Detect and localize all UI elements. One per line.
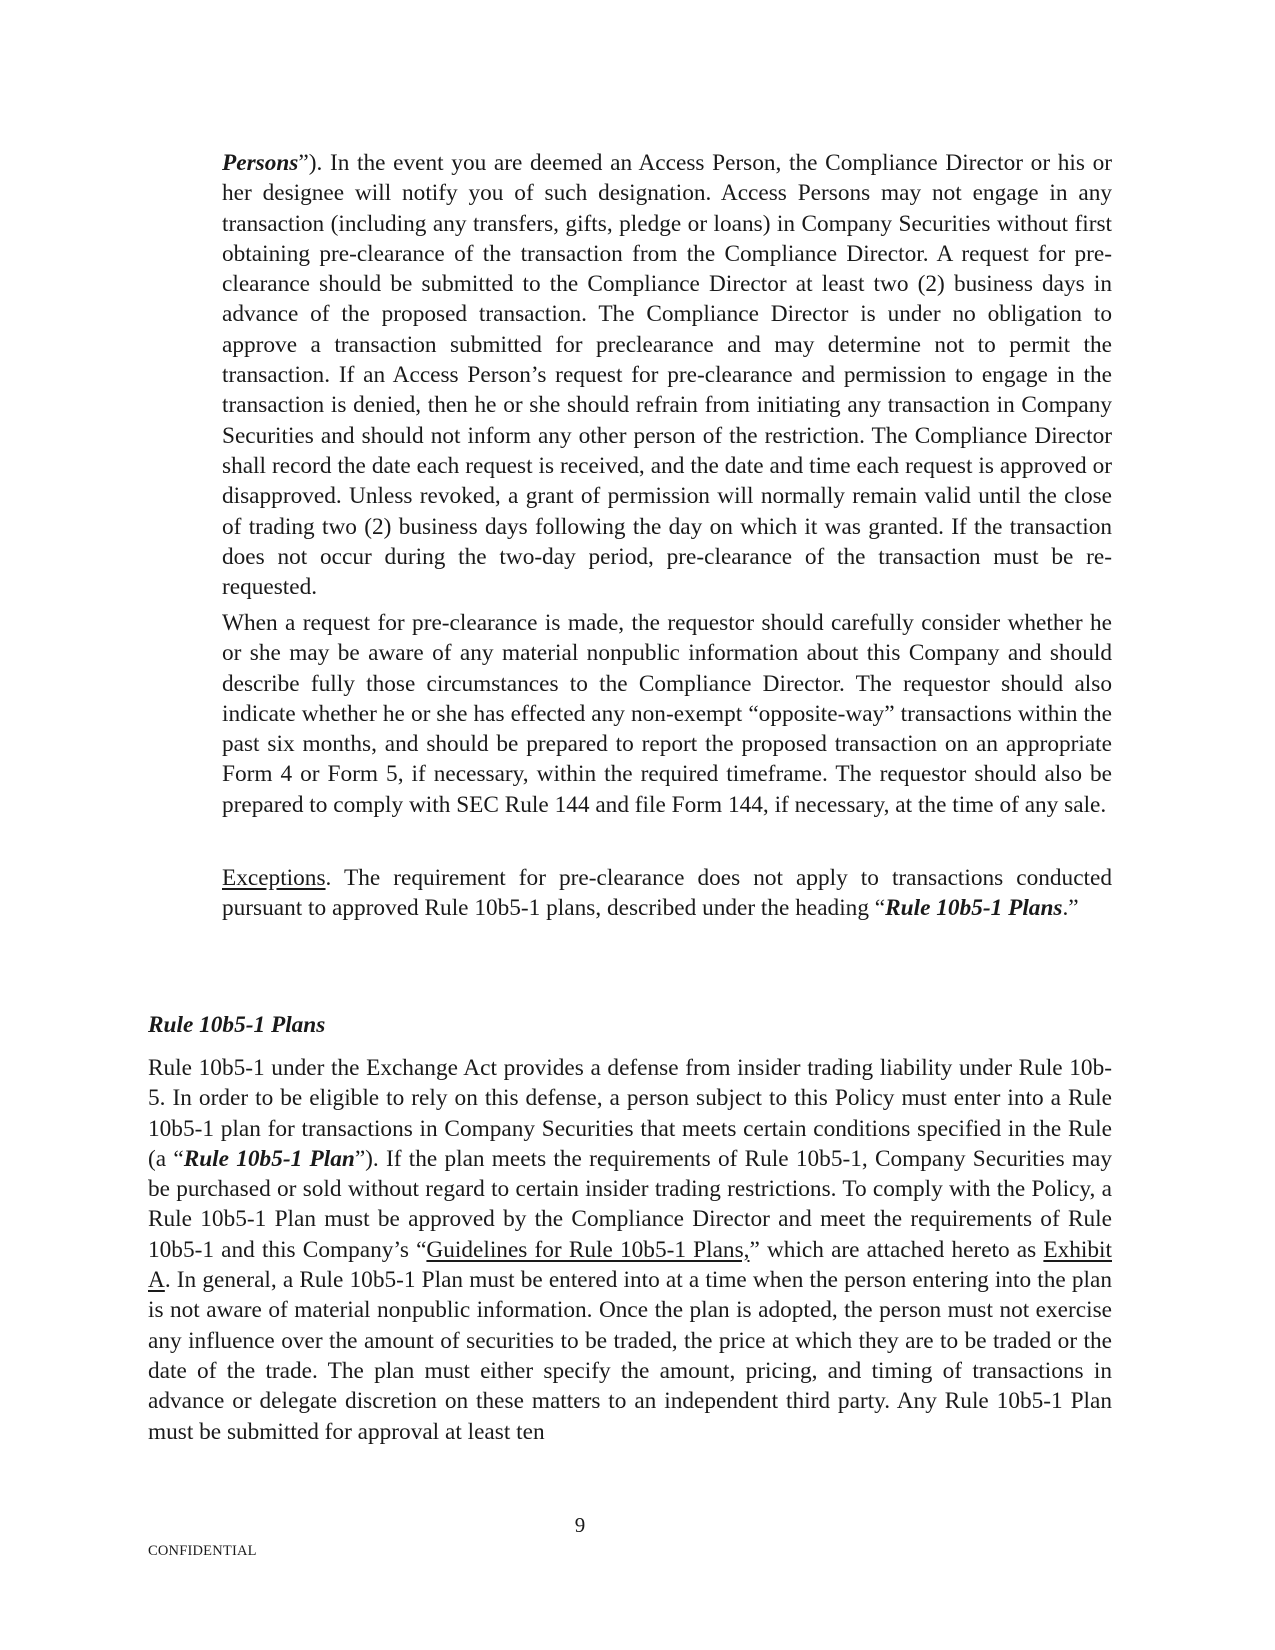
paragraph-text: ”). — [298, 150, 323, 176]
exhibit-a-link[interactable]: Exhibit A — [148, 1236, 1112, 1294]
paragraph-exceptions — [222, 863, 1112, 924]
paragraph-text: ” which are attached hereto as — [749, 1236, 1044, 1263]
paragraph-text: . The requirement for pre-clearance does not apply to transactions conducted pursuant to approved Rule 10b5-1 plans, described under the heading “ — [222, 865, 1112, 922]
paragraph-text: . In general, a Rule 10b5-1 Plan must be entered into at a time when the person entering into the plan is not aware of material nonpublic information. Once the plan is adopted, the person must not exercise any influence over the amount of securities to be traded, the price at which they are to be traded or the date of the trade. The plan must either specify the amount, pricing, and timing of transactions in advance or delegate discretion on these matters to an independent third party. Any Rule 10b5-1 Plan must be submitted for approval at least ten — [148, 1267, 1112, 1445]
paragraph-text: .” — [1062, 895, 1079, 922]
page-number: 9 — [574, 1513, 586, 1537]
defined-term-rule-plan: Rule 10b5-1 Plan — [183, 1145, 355, 1172]
guidelines-link[interactable]: Guidelines for Rule 10b5-1 Plans, — [426, 1236, 750, 1263]
paragraph-pre-clearance-request — [222, 608, 1112, 820]
paragraph-access-persons — [222, 148, 1112, 602]
exceptions-label: Exceptions — [222, 865, 326, 891]
defined-term-persons: Persons — [222, 150, 299, 176]
paragraph-text: In the event you are deemed an Access Person, the Compliance Director or his or her designee will notify you of such designation. Access Persons may not engage in any transaction (including any transfers, gifts, pledge or loans) in Company Securities without first obtaining pre-clearance of the transaction from the Compliance Director. A request for pre-clearance should be submitted to the Compliance Director at least two (2) business days in advance of the proposed transaction. The Compliance Director is under no obligation to approve a transaction submitted for preclearance and may determine not to permit the transaction. If an Access Person’s request for pre-clearance and permission to engage in the transaction is denied, then he or she should refrain from initiating any transaction in Company Securities and should not inform any other person of the restriction. The Compliance Director shall record the date each request is received, and the date and time each request is approved or disapproved. Unless revoked, a grant of permission will normally remain valid until the close of trading two (2) business days following the day on which it was granted. If the transaction does not occur during the two-day period, pre-clearance of the transaction must be re-requested. — [222, 150, 1112, 601]
section-heading: Rule 10b5-1 Plans — [148, 1012, 326, 1038]
paragraph-text: Rule 10b5-1 under the Exchange Act provides a defense from insider trading liability under Rule 10b-5. In order to be eligible to rely on this defense, a person subject to this Policy must enter into a Rule 10b5-1 plan for transactions in Company Securities that meets certain conditions specified in the Rule (a “ — [148, 1055, 1112, 1172]
paragraph-text: When a request for pre-clearance is made, the requestor should carefully consider whether he or she may be aware of any material nonpublic information about this Company and should describe fully those circumstances to the Compliance Director. The requestor should also indicate whether he or she has effected any non-exempt “opposite-way” transactions within the past six months, and should be prepared to report the proposed transaction on an appropriate Form 4 or Form 5, if necessary, within the required timeframe. The requestor should also be prepared to comply with SEC Rule 144 and file Form 144, if necessary, at the time of any sale. — [222, 610, 1112, 818]
confidential-label: CONFIDENTIAL — [148, 1543, 257, 1559]
paragraph-rule-10b5-1 — [148, 1053, 1112, 1447]
paragraph-text: ”). If the plan meets the requirements of Rule 10b5-1, Company Securities may be purchased or sold without regard to certain insider trading restrictions. To comply with the Policy, a Rule 10b5-1 Plan must be approved by the Compliance Director and meet the requirements of Rule 10b5-1 and this Company’s “ — [148, 1145, 1113, 1263]
defined-term-rule-plans: Rule 10b5-1 Plans — [885, 895, 1063, 922]
